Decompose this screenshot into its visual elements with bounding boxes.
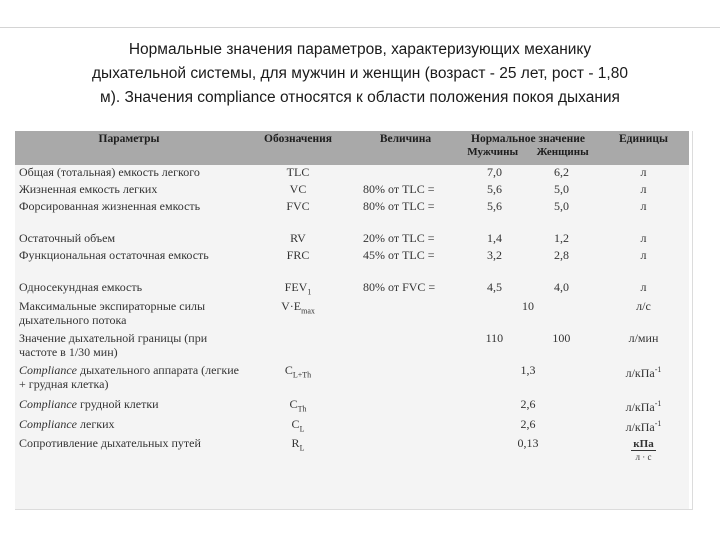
parameters-table: [15, 131, 689, 470]
param-unit: л/кПа$^{-1}$: [625, 399, 662, 415]
header-value: Величина: [353, 131, 458, 165]
param-symbol: $V\cdot E_{max}$: [281, 299, 315, 316]
heading-line-1: Нормальные значения параметров, характеризующих механику: [128, 41, 592, 58]
table-row: [15, 182, 689, 199]
table-row: [15, 397, 689, 416]
param-unit: л: [640, 165, 647, 179]
table-header-row: [15, 131, 689, 165]
param-name: Жизненная емкость легких: [19, 182, 158, 196]
table-row: [15, 280, 689, 299]
shared-value: 10: [522, 299, 534, 314]
param-symbol: FVC: [286, 199, 310, 213]
param-name: Максимальные экспираторные силы дыхательного потока: [19, 299, 206, 328]
param-symbol-subscript: Th: [297, 404, 307, 414]
param-name: Односекундная емкость: [19, 280, 143, 294]
normal-values: [458, 363, 598, 397]
header-women: Женщины: [536, 146, 589, 158]
heading-line-3: м). Значения compliance относятся к области положения покоя дыхания: [100, 89, 620, 106]
param-name: Compliance легких: [19, 416, 115, 431]
normal-values: [458, 165, 598, 182]
women-value: 100: [552, 331, 571, 346]
param-symbol-subscript: L: [299, 443, 305, 453]
param-unit: л: [640, 280, 647, 294]
param-name-italic: Compliance: [19, 397, 77, 412]
param-name: Общая (тотальная) емкость легкого: [19, 165, 200, 179]
women-value: 6,2: [554, 165, 569, 179]
normal-values: [458, 280, 598, 299]
param-ratio: [353, 165, 458, 182]
header-params: Параметры: [15, 131, 243, 165]
param-symbol: $C_L$: [291, 416, 305, 434]
slide-heading: [14, 38, 706, 110]
param-symbol: TLC: [286, 165, 310, 179]
param-symbol: $R_L$: [291, 436, 305, 453]
women-value: 5,0: [554, 199, 569, 213]
table-row: [15, 417, 689, 436]
param-name: Сопротивление дыхательных путей: [19, 436, 201, 451]
table-row: [15, 436, 689, 470]
men-value: 5,6: [487, 182, 502, 196]
heading-line-2: дыхательной системы, для мужчин и женщин (возраст - 25 лет, рост - 1,80: [92, 65, 628, 82]
men-value: 5,6: [487, 199, 502, 213]
param-unit: л/с: [636, 299, 651, 314]
param-symbol-subscript: L+Th: [292, 370, 312, 380]
param-symbol-subscript: L: [299, 424, 305, 434]
param-ratio: [353, 299, 458, 331]
param-unit: л/кПа$^{-1}$: [625, 418, 662, 434]
men-value: 7,0: [487, 165, 502, 179]
women-value: 2,8: [554, 248, 569, 262]
header-symbol: Обозначения: [243, 131, 353, 165]
normal-values: [458, 331, 598, 363]
women-value: 1,2: [554, 231, 569, 245]
normal-values: [458, 182, 598, 199]
param-name: Остаточный объем: [19, 231, 116, 245]
table-row: [15, 231, 689, 248]
shared-value: 2,6: [520, 416, 536, 431]
param-name: Значение дыхательной границы (при частоте в 1/30 мин): [19, 331, 208, 360]
shared-value: 0,13: [517, 436, 539, 451]
param-ratio: 80% от TLC =: [363, 199, 435, 213]
table-row: [15, 363, 689, 397]
param-symbol: $C_{Th}$: [289, 397, 307, 414]
men-value: 1,4: [487, 231, 502, 245]
men-value: 3,2: [487, 248, 502, 262]
param-unit: $\frac{\text{кПа}}{л \cdot с}$: [633, 438, 654, 463]
women-value: 5,0: [554, 182, 569, 196]
param-symbol: RV: [290, 231, 306, 245]
param-symbol-subscript: max: [301, 306, 315, 316]
param-ratio: [353, 436, 458, 470]
param-symbol: FRC: [286, 248, 310, 262]
param-unit: л/мин: [628, 331, 659, 346]
table-row: [15, 199, 689, 231]
param-ratio: 80% от FVC =: [363, 280, 436, 294]
param-unit: л: [640, 248, 647, 262]
header-normal: Нормальное значение Мужчины Женщины: [458, 131, 598, 165]
param-symbol: VC: [289, 182, 307, 196]
header-men: Мужчины: [467, 146, 519, 158]
shared-value: 2,6: [520, 397, 536, 412]
shared-value: 1,3: [520, 363, 536, 378]
top-divider: [0, 27, 720, 28]
param-unit: л/кПа$^{-1}$: [625, 365, 662, 381]
women-value: 4,0: [554, 280, 569, 294]
param-ratio: [353, 363, 458, 397]
param-ratio: [353, 417, 458, 436]
param-ratio: [353, 397, 458, 416]
param-unit: л: [640, 182, 647, 196]
table-row: [15, 331, 689, 363]
param-name: Функциональная остаточная емкость: [19, 248, 209, 262]
table-bottom-border: [15, 509, 693, 510]
normal-values: [458, 417, 598, 436]
normal-values: [458, 436, 598, 470]
normal-values: [458, 397, 598, 416]
table-right-border: [692, 131, 693, 509]
param-name: Форсированная жизненная емкость: [19, 199, 201, 213]
table-row: [15, 248, 689, 280]
param-symbol: $FEV_1$: [284, 280, 312, 297]
param-ratio: 45% от TLC =: [363, 248, 435, 262]
param-name-italic: Compliance: [19, 416, 77, 431]
table-row: [15, 165, 689, 182]
param-ratio: [353, 331, 458, 363]
param-ratio: 20% от TLC =: [363, 231, 435, 245]
men-value: 110: [485, 331, 504, 346]
param-name: Compliance грудной клетки: [19, 397, 159, 412]
normal-values: [458, 299, 598, 331]
table-row: [15, 299, 689, 331]
param-ratio: 80% от TLC =: [363, 182, 435, 196]
param-symbol: $C_{L+Th}$: [284, 363, 312, 380]
normal-values: [458, 199, 598, 231]
param-unit: л: [640, 199, 647, 213]
param-symbol-subscript: 1: [307, 287, 312, 297]
param-unit: л: [640, 231, 647, 245]
men-value: 4,5: [487, 280, 502, 294]
normal-values: [458, 248, 598, 280]
param-symbol: [243, 331, 353, 363]
param-name: Compliance дыхательного аппарата (легкие + грудная клетка): [19, 363, 239, 392]
header-units: Единицы: [598, 131, 689, 165]
normal-values: [458, 231, 598, 248]
parameters-table-panel: [15, 131, 689, 509]
param-name-italic: Compliance: [19, 363, 77, 378]
